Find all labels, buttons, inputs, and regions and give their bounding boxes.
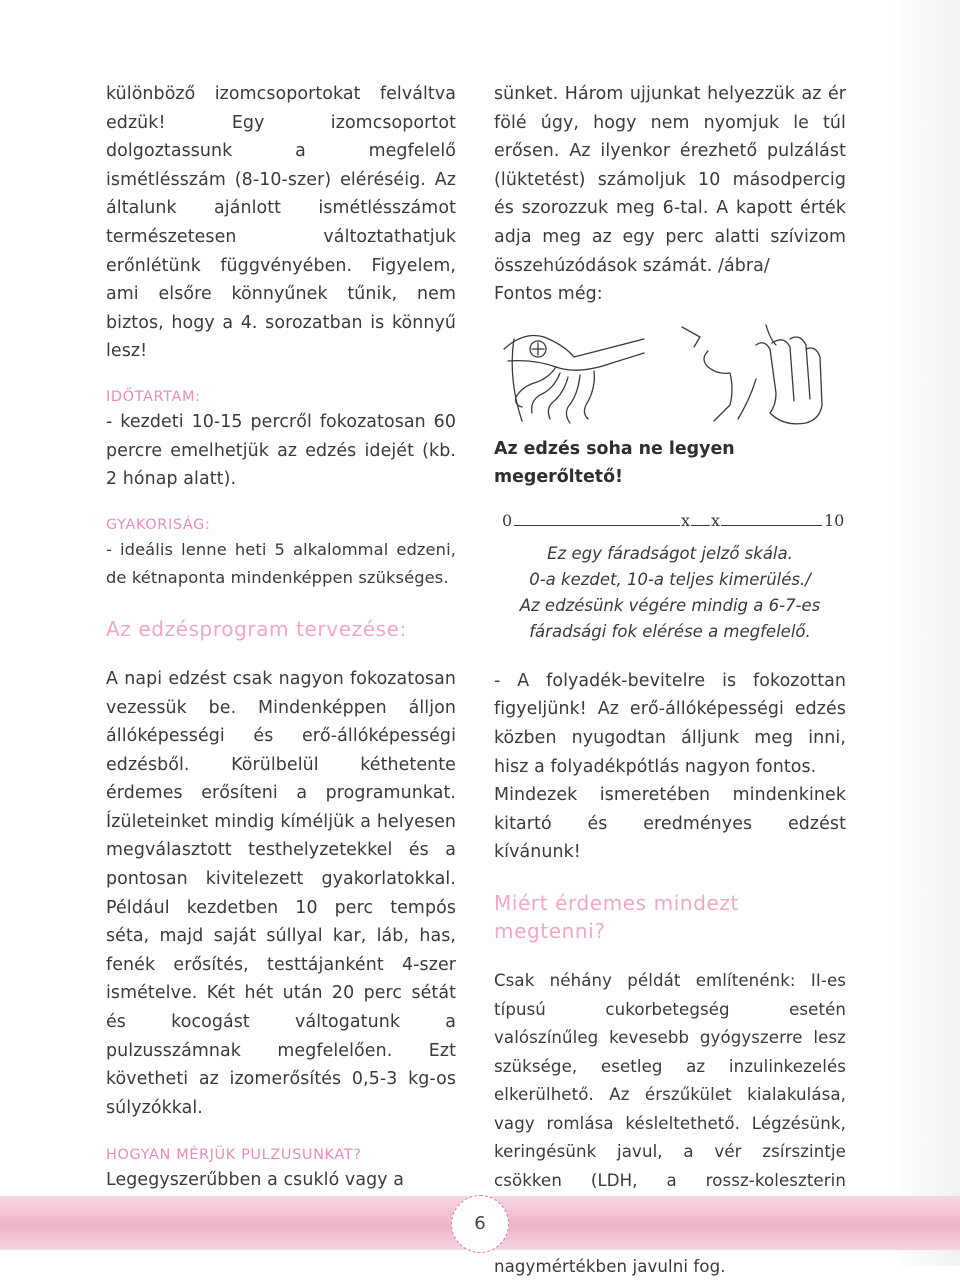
scale-caption-line-4: fáradsági fok elérése a megfelelő. xyxy=(529,621,811,641)
fatigue-scale xyxy=(494,511,846,537)
scale-mark-1: x xyxy=(681,510,691,530)
why-section-title: Miért érdemes mindezt megtenni? xyxy=(494,890,739,943)
pulse-heading: HOGYAN MÉRJÜK PULZUSUNKAT? xyxy=(106,1147,362,1164)
duration-heading: IDŐTARTAM: xyxy=(106,388,201,405)
duration-paragraph: - kezdeti 10-15 percről fokozatosan 60 percre emelhetjük az edzés idejét (kb. 2 hónap alatt). xyxy=(106,411,456,490)
important-label: Fontos még: xyxy=(494,284,603,305)
right-column xyxy=(494,80,846,1281)
left-column xyxy=(106,80,456,1252)
planning-paragraph: A napi edzést csak nagyon fokozatosan vezessük be. Mindenképpen álljon állóképességi és erő-állóképességi edzésből. Körülbelül kéthetente érdemes erősíteni a programunkat. Ízületeinket mindig kíméljük a helyesen megválasztott testhelyzetekkel és a pontosan kivitelezett gyakorlatokkal. Például kezdetben 10 perc tempós séta, majd saját súllyal kar, láb, has, fenék erősítés, testtájanként 4-szer ismételve. Két hét után 20 perc sétát és kocogást váltogatunk a pulzusszámnak megfelelően. Ezt követheti az izomerősítés 0,5-3 kg-os súlyzókkal. xyxy=(106,668,456,1118)
why-paragraph: Csak néhány példát említenénk: II-es típusú cukorbetegség esetén valószínűleg kevesebb gyógyszerre lesz szüksége, esetleg az inzulinkezelés elkerülhető. Az érszűkület kialakulása, vagy romlása késleltethető. Légzésünk, keringésünk javul, a vér zsírszintje csökken (LDH, a rossz-koleszterin nagymértékben javulni fog. xyxy=(494,970,846,1276)
pulse-measurement-illustration xyxy=(494,309,846,435)
scale-end: 10 xyxy=(824,510,845,530)
pulse-paragraph: Legegyszerűbben a csukló vagy a xyxy=(106,1170,405,1191)
page-number: 6 xyxy=(474,1213,486,1234)
scale-caption-line-3: Az edzésünk végére mindig a 6-7-es xyxy=(519,595,821,615)
planning-section-title: Az edzésprogram tervezése: xyxy=(106,616,407,641)
pulse-continuation-paragraph: sünket. Három ujjunkat helyezzük az ér fölé úgy, hogy nem nyomjuk le túl erősen. Az ilyenkor érezhető pulzálást (lüktetést) számoljuk 10 másodpercig és szorozzuk meg 6-tal. A kapott érték adja meg az egy perc alatti szívizom összehúzódások számát. /ábra/ xyxy=(494,84,846,276)
frequency-heading: GYAKORISÁG: xyxy=(106,516,211,533)
scale-line xyxy=(514,525,832,526)
pulse-illustration-drawing xyxy=(494,309,846,435)
fluid-paragraph: - A folyadék-bevitelre is fokozottan figyeljünk! Az erő-állóképességi edzés közben nyugodtan álljunk meg inni, hisz a folyadékpótlás nagyon fontos. xyxy=(494,670,846,777)
scale-mark-2: x xyxy=(711,510,721,530)
intro-paragraph: különböző izomcsoportokat felváltva edzük! Egy izomcsoportot dolgoztassunk a megfelelő ismétlésszám (8-10-szer) eléréséig. Az általunk ajánlott ismétlésszámot természetesen változtathatjuk erőnlétünk függvényében. Figyelem, ami elsőre könnyűnek tűnik, nem biztos, hogy a 4. sorozatban is könnyű lesz! xyxy=(106,84,456,362)
scale-start: 0 xyxy=(502,510,513,530)
scale-caption-line-2: 0-a kezdet, 10-a teljes kimerülés./ xyxy=(529,569,811,589)
frequency-paragraph: - ideális lenne heti 5 alkalommal edzeni, de kétnaponta mindenképpen szükséges. xyxy=(106,539,456,588)
warning-text: Az edzés soha ne legyen megerőltető! xyxy=(494,438,735,487)
scale-caption-line-1: Ez egy fáradságot jelző skála. xyxy=(547,543,793,563)
closing-paragraph: Mindezek ismeretében mindenkinek kitartó és eredményes edzést kívánunk! xyxy=(494,785,846,863)
page-edge-shadow xyxy=(890,0,960,1266)
